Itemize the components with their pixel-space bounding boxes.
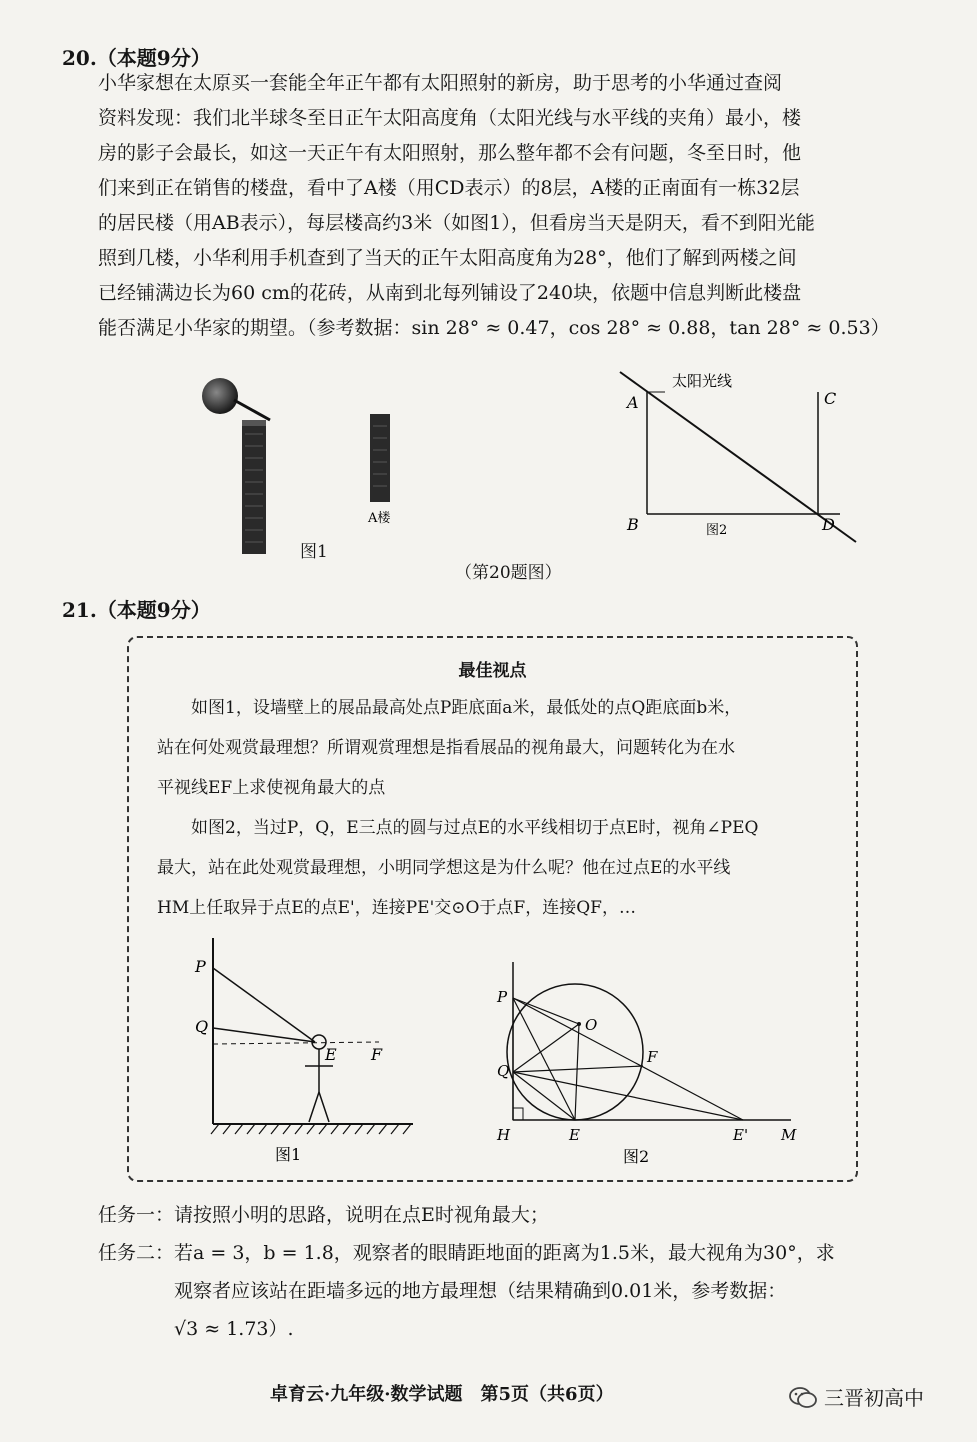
box-line: HM上任取异于点E的点E'，连接PE'交⊙O于点F，连接QF，…	[157, 898, 636, 918]
task-two-line: 任务二：若a = 3，b = 1.8，观察者的眼睛距地面的距离为1.5米，最大视角为30°，求	[98, 1242, 835, 1264]
point-m-label: M	[781, 1126, 797, 1144]
point-e-label: E	[569, 1126, 580, 1144]
task-one: 任务一：请按照小明的思路，说明在点E时视角最大；	[98, 1204, 549, 1226]
point-f-label: F	[371, 1045, 383, 1064]
q21-fig2-caption: 图2	[623, 1147, 650, 1166]
point-b-label: B	[627, 515, 639, 534]
q20-text	[98, 66, 928, 346]
box-line: 如图2，当过P，Q，E三点的圆与过点E的水平线相切于点E时，视角∠PEQ	[191, 818, 759, 838]
building-a-label: A楼	[368, 511, 391, 526]
q20-fig2-caption: 图2	[706, 523, 728, 538]
q20-figure-1	[190, 370, 430, 560]
box-line: 平视线EF上求使视角最大的点	[157, 778, 386, 798]
point-q-label: Q	[195, 1017, 209, 1036]
point-d-label: D	[822, 515, 835, 534]
circle-o	[507, 984, 643, 1120]
box-line: 站在何处观赏最理想？所谓观赏理想是指看展品的视角最大，问题转化为在水	[157, 738, 735, 758]
box-title: 最佳视点	[458, 661, 527, 681]
box-text	[157, 688, 857, 928]
point-c-label: C	[824, 389, 837, 408]
center-o-dot	[577, 1022, 581, 1026]
q21-figure-1	[189, 934, 419, 1170]
q20-figure-caption: （第20题图）	[455, 563, 562, 583]
sun-ray	[234, 400, 270, 420]
sunlight-label: 太阳光线	[672, 372, 733, 390]
q20-line: 资料发现：我们北半球冬至日正午太阳高度角（太阳光线与水平线的夹角）最小，楼	[98, 107, 802, 129]
q20-line: 已经铺满边长为60 cm的花砖，从南到北每列铺设了240块，依题中信息判断此楼盘	[98, 282, 802, 304]
horizontal-sightline-ef	[213, 1042, 379, 1044]
point-h-label: H	[497, 1126, 511, 1144]
sun-icon	[202, 378, 238, 414]
line-pe	[213, 968, 315, 1042]
construction-lines	[513, 998, 743, 1120]
q20-line: 照到几楼，小华利用手机查到了当天的正午太阳高度角为28°，他们了解到两楼之间	[98, 247, 797, 269]
q20-line: 们来到正在销售的楼盘，看中了A楼（用CD表示）的8层，A楼的正南面有一栋32层	[98, 177, 800, 199]
right-angle-mark	[513, 1108, 523, 1120]
task-two-line: 观察者应该站在距墙多远的地方最理想（结果精确到0.01米，参考数据：	[174, 1280, 787, 1302]
q20-line: 房的影子会最长，如这一天正午有太阳照射，那么整年都不会有问题，冬至日时，他	[98, 142, 802, 164]
point-e-prime-label: E'	[733, 1126, 749, 1144]
q21-tasks	[98, 1196, 938, 1348]
q20-line: 的居民楼（用AB表示），每层楼高约3米（如图1），但看房当天是阴天，看不到阳光能	[98, 212, 815, 234]
q21-figure-2	[495, 956, 815, 1166]
point-a-label: A	[627, 393, 639, 412]
watermark-text: 三晋初高中	[824, 1386, 924, 1410]
q20-fig1-caption: 图1	[300, 542, 328, 562]
page-footer: 卓育云·九年级·数学试题 第5页（共6页）	[270, 1384, 614, 1405]
floor-hatching	[211, 1124, 411, 1134]
point-q-label: Q	[497, 1062, 510, 1080]
point-p-label: P	[195, 957, 206, 976]
q20-figure-2	[600, 362, 870, 552]
sunlight-line	[620, 372, 856, 542]
watermark	[788, 1382, 924, 1411]
q20-line: 小华家想在太原买一套能全年正午都有太阳照射的新房，助于思考的小华通过查阅	[98, 72, 783, 94]
point-e-label: E	[325, 1045, 337, 1064]
wechat-icon	[788, 1384, 818, 1410]
best-viewpoint-box	[127, 636, 858, 1182]
q21-fig1-caption: 图1	[275, 1145, 302, 1164]
box-line: 如图1，设墙壁上的展品最高处点P距底面a米，最低处的点Q距底面b米，	[191, 698, 742, 718]
task-two-line: √3 ≈ 1.73）.	[174, 1318, 294, 1340]
q20-header: 20.（本题9分）	[62, 46, 211, 70]
building-a-icon	[370, 414, 390, 502]
residential-building-icon	[242, 420, 266, 554]
q21-header: 21.（本题9分）	[62, 598, 211, 622]
box-line: 最大，站在此处观赏最理想，小明同学想这是为什么呢？他在过点E的水平线	[157, 858, 731, 878]
point-o-label: O	[585, 1016, 598, 1034]
point-p-label: P	[497, 988, 508, 1006]
q20-line: 能否满足小华家的期望。（参考数据：sin 28° ≈ 0.47，cos 28° ≈ 0.88，tan 28° ≈ 0.53）	[98, 317, 890, 339]
point-f-label: F	[647, 1048, 658, 1066]
